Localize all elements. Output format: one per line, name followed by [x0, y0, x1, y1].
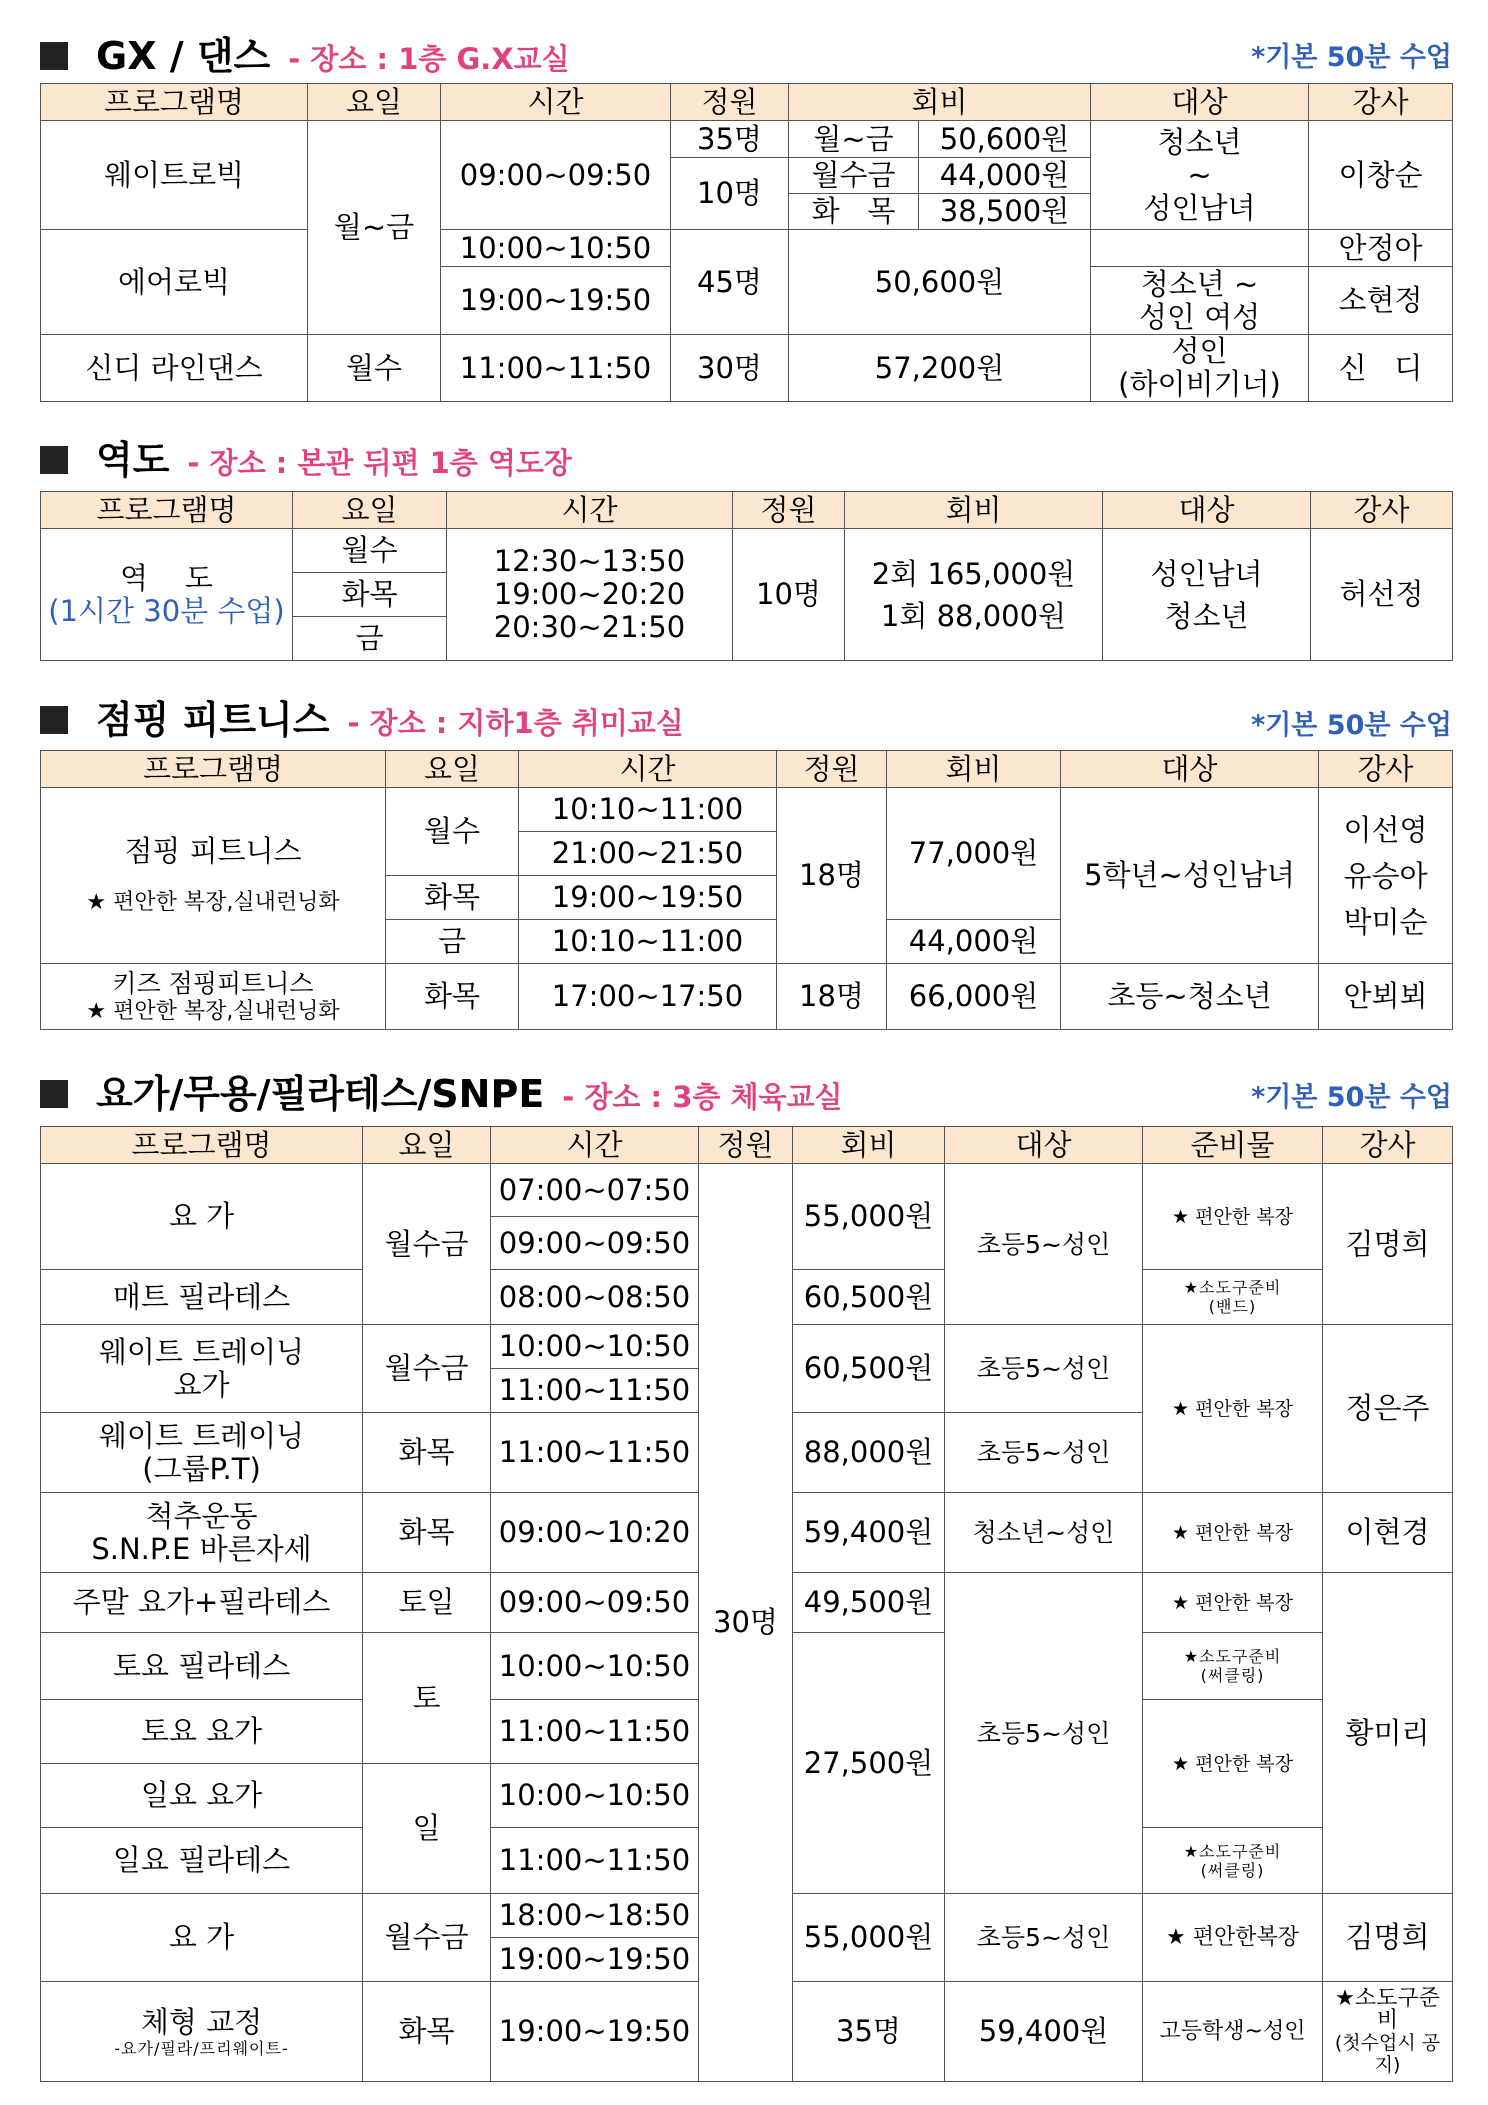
header-time: 시간	[491, 1127, 699, 1164]
time-line: 12:30~13:50	[493, 544, 686, 578]
teacher-cell: 이창순	[1309, 121, 1453, 230]
prep-cell	[1143, 1270, 1323, 1325]
fee-cell: 49,500원	[793, 1573, 945, 1633]
target-cell: 5학년~성인남녀	[1061, 788, 1319, 964]
header-teacher: 강사	[1309, 84, 1453, 121]
program-title: 요가	[173, 1367, 230, 1402]
program-memo: ★ 편안한 복장,실내런닝화	[86, 890, 340, 915]
time-cell: 18:00~18:50	[491, 1894, 699, 1938]
header-days: 요일	[308, 84, 441, 121]
time-cell: 11:00~11:50	[491, 1700, 699, 1764]
program-name	[41, 1413, 363, 1493]
teacher-cell: 김명희	[1323, 1164, 1453, 1325]
program-name: 신디 라인댄스	[41, 335, 308, 402]
target-cell: 초등5~성인	[945, 1413, 1143, 1493]
days-cell: 화목	[386, 964, 519, 1030]
prep-cell	[1323, 1982, 1453, 2082]
fee-line: 2회 165,000원	[871, 556, 1076, 591]
time-cell: 11:00~11:50	[491, 1828, 699, 1894]
time-cell: 10:10~11:00	[519, 920, 777, 964]
program-name	[41, 1325, 363, 1413]
time-cell: 21:00~21:50	[519, 832, 777, 876]
teacher-cell: 허선정	[1311, 529, 1453, 661]
target-line: 청소년 ~	[1140, 266, 1259, 301]
capacity-cell: 45명	[671, 230, 789, 335]
program-name	[41, 529, 293, 661]
header-program: 프로그램명	[41, 1127, 363, 1164]
program-title: S.N.P.E 바른자세	[91, 1531, 312, 1566]
prep-cell: ★ 편안한 복장	[1143, 1164, 1323, 1270]
capacity-cell: 35명	[793, 1982, 945, 2082]
days-cell: 화목	[293, 573, 447, 617]
teacher-line: 이선영	[1343, 812, 1428, 847]
days-cell: 월수	[308, 335, 441, 402]
prep-line: ★소도구준비	[1183, 1278, 1282, 1297]
fee-cell: 60,500원	[793, 1270, 945, 1325]
program-name	[41, 1493, 363, 1573]
fee-cell: 66,000원	[887, 964, 1061, 1030]
fee-cell: 27,500원	[793, 1633, 945, 1894]
program-title: 척추운동	[145, 1498, 258, 1533]
header-capacity: 정원	[671, 84, 789, 121]
weightlifting-header-row	[41, 492, 1453, 529]
prep-cell: ★ 편안한 복장	[1143, 1493, 1323, 1573]
target-cell: 초등5~성인	[945, 1325, 1143, 1413]
teacher-cell: 안뵈뵈	[1319, 964, 1453, 1030]
capacity-cell: 18명	[777, 964, 887, 1030]
jumping-table	[40, 750, 1453, 1030]
days-cell: 화목	[363, 1982, 491, 2082]
program-name: 요 가	[41, 1164, 363, 1270]
time-cell: 10:10~11:00	[519, 788, 777, 832]
table-row	[41, 964, 1453, 1030]
fee-days-cell: 월~금	[789, 121, 919, 158]
program-subtitle: (1시간 30분 수업)	[48, 593, 285, 628]
header-teacher: 강사	[1319, 751, 1453, 788]
fee-cell: 55,000원	[793, 1894, 945, 1982]
fee-cell: 44,000원	[919, 158, 1091, 194]
fee-cell: 57,200원	[789, 335, 1091, 402]
program-name: 에어로빅	[41, 230, 308, 335]
table-row	[41, 121, 1453, 158]
target-line: 청소년	[1164, 598, 1249, 633]
teacher-cell: 정은주	[1323, 1325, 1453, 1493]
yoga-section-header	[40, 1070, 1452, 1118]
target-cell-spacer	[1091, 230, 1309, 267]
fee-cell: 44,000원	[887, 920, 1061, 964]
program-subtitle: -요가/필라/프리웨이트-	[114, 2038, 289, 2058]
target-line: 청소년	[1157, 124, 1242, 159]
time-cell: 11:00~11:50	[491, 1413, 699, 1493]
time-cell: 19:00~19:50	[491, 1938, 699, 1982]
time-cell: 10:00~10:50	[491, 1633, 699, 1700]
header-fee: 회비	[845, 492, 1103, 529]
header-target: 대상	[1091, 84, 1309, 121]
time-line: 19:00~20:20	[493, 577, 686, 611]
days-cell: 화목	[386, 876, 519, 920]
header-capacity: 정원	[733, 492, 845, 529]
jumping-section-header	[40, 696, 1452, 744]
days-cell: 월수	[293, 529, 447, 573]
target-line: 성인 여성	[1138, 299, 1261, 334]
time-cell: 09:00~09:50	[491, 1217, 699, 1270]
prep-line: (써클링)	[1200, 1860, 1265, 1880]
target-cell: 초등5~성인	[945, 1894, 1143, 1982]
time-cell: 11:00~11:50	[441, 335, 671, 402]
target-cell: 초등5~성인	[945, 1573, 1143, 1894]
prep-line: (밴드)	[1208, 1297, 1257, 1316]
header-fee: 회비	[789, 84, 1091, 121]
yoga-header-row	[41, 1127, 1453, 1164]
teacher-cell: 신 디	[1309, 335, 1453, 402]
header-capacity: 정원	[777, 751, 887, 788]
program-name: 요 가	[41, 1894, 363, 1982]
section-title	[96, 696, 684, 747]
program-title: (그룹P.T)	[142, 1451, 261, 1486]
days-cell: 월수금	[363, 1325, 491, 1413]
fee-cell: 77,000원	[887, 788, 1061, 920]
gx-title: GX / 댄스	[96, 34, 271, 78]
teacher-cell: 김명희	[1323, 1894, 1453, 1982]
teacher-line: 유승아	[1343, 858, 1428, 893]
time-cell: 09:00~09:50	[441, 121, 671, 230]
days-cell: 금	[293, 617, 447, 661]
header-days: 요일	[293, 492, 447, 529]
target-cell: 청소년~성인	[945, 1493, 1143, 1573]
program-name: 일요 필라테스	[41, 1828, 363, 1894]
fee-line: 1회 88,000원	[880, 598, 1067, 633]
time-cell: 10:00~10:50	[491, 1764, 699, 1828]
capacity-cell: 10명	[733, 529, 845, 661]
fee-cell: 59,400원	[945, 1982, 1143, 2082]
weightlifting-section-header	[40, 436, 1452, 484]
teacher-cell: 황미리	[1323, 1573, 1453, 1894]
days-cell: 월~금	[308, 121, 441, 335]
target-line: 성인남녀	[1143, 190, 1256, 225]
header-target: 대상	[945, 1127, 1143, 1164]
gx-section-header	[40, 32, 1452, 80]
program-name	[41, 788, 386, 964]
section-bullet-icon	[40, 706, 68, 734]
prep-cell: ★ 편안한복장	[1143, 1894, 1323, 1982]
program-title: 키즈 점핑피트니스	[112, 968, 314, 998]
header-days: 요일	[363, 1127, 491, 1164]
weightlifting-title: 역도	[96, 438, 170, 482]
teacher-cell: 소현정	[1309, 267, 1453, 335]
header-teacher: 강사	[1323, 1127, 1453, 1164]
jumping-title: 점핑 피트니스	[96, 698, 330, 742]
section-bullet-icon	[40, 1080, 68, 1108]
time-cell: 09:00~10:20	[491, 1493, 699, 1573]
section-title	[96, 32, 570, 83]
program-name: 토요 필라테스	[41, 1633, 363, 1700]
gx-note: *기본 50분 수업	[1251, 42, 1452, 73]
days-cell: 금	[386, 920, 519, 964]
prep-cell: ★ 편안한 복장	[1143, 1325, 1323, 1493]
header-fee: 회비	[793, 1127, 945, 1164]
section-title	[96, 1070, 843, 1121]
header-time: 시간	[519, 751, 777, 788]
table-row	[41, 1164, 1453, 1217]
program-name: 토요 요가	[41, 1700, 363, 1764]
days-cell: 화목	[363, 1493, 491, 1573]
target-cell: 초등~청소년	[1061, 964, 1319, 1030]
time-cell: 08:00~08:50	[491, 1270, 699, 1325]
target-line: (하이비기너)	[1118, 367, 1281, 401]
gx-table	[40, 83, 1453, 402]
capacity-cell: 30명	[671, 335, 789, 402]
days-cell: 일	[363, 1764, 491, 1894]
time-cell: 10:00~10:50	[491, 1325, 699, 1369]
time-cell: 17:00~17:50	[519, 964, 777, 1030]
jumping-note: *기본 50분 수업	[1251, 710, 1452, 741]
yoga-table	[40, 1126, 1453, 2082]
target-line: 성인	[1171, 334, 1228, 368]
target-line: ~	[1187, 157, 1212, 192]
target-cell	[1091, 335, 1309, 402]
capacity-cell: 30명	[699, 1164, 793, 2082]
target-cell	[1091, 121, 1309, 230]
prep-line: ★소도구준비	[1183, 1647, 1282, 1666]
fee-cell: 88,000원	[793, 1413, 945, 1493]
fee-cell: 38,500원	[919, 194, 1091, 230]
fee-days-cell: 월수금	[789, 158, 919, 194]
header-time: 시간	[447, 492, 733, 529]
gx-place: - 장소 : 1층 G.X교실	[288, 42, 570, 76]
section-bullet-icon	[40, 446, 68, 474]
program-name	[41, 1982, 363, 2082]
program-memo: ★ 편안한 복장,실내런닝화	[86, 998, 340, 1024]
prep-line: ★소도구준비	[1183, 1841, 1282, 1861]
program-title: 점핑 피트니스	[124, 834, 302, 868]
table-row	[41, 230, 1453, 267]
prep-line: (첫수업시 공지)	[1334, 2031, 1441, 2076]
target-cell	[1091, 267, 1309, 335]
jumping-header-row	[41, 751, 1453, 788]
program-title: 역 도	[120, 560, 213, 595]
header-program: 프로그램명	[41, 751, 386, 788]
teacher-cell	[1319, 788, 1453, 964]
target-cell: 고등학생~성인	[1143, 1982, 1323, 2082]
time-cell	[447, 529, 733, 661]
time-line: 20:30~21:50	[493, 610, 686, 644]
yoga-place: - 장소 : 3층 체육교실	[562, 1080, 843, 1114]
time-cell: 10:00~10:50	[441, 230, 671, 267]
program-name: 웨이트로빅	[41, 121, 308, 230]
table-row	[41, 788, 1453, 832]
yoga-title: 요가/무용/필라테스/SNPE	[96, 1072, 545, 1116]
header-capacity: 정원	[699, 1127, 793, 1164]
header-target: 대상	[1103, 492, 1311, 529]
fee-cell	[845, 529, 1103, 661]
capacity-cell: 10명	[671, 158, 789, 230]
teacher-line: 박미순	[1343, 904, 1428, 939]
prep-cell	[1143, 1828, 1323, 1894]
fee-cell: 60,500원	[793, 1325, 945, 1413]
fee-cell: 50,600원	[919, 121, 1091, 158]
days-cell: 토일	[363, 1573, 491, 1633]
table-row	[41, 529, 1453, 573]
time-cell: 09:00~09:50	[491, 1573, 699, 1633]
days-cell: 월수	[386, 788, 519, 876]
fee-cell: 55,000원	[793, 1164, 945, 1270]
section-bullet-icon	[40, 42, 68, 70]
time-cell: 11:00~11:50	[491, 1369, 699, 1413]
section-title	[96, 436, 572, 487]
days-cell: 화목	[363, 1413, 491, 1493]
header-program: 프로그램명	[41, 84, 308, 121]
header-time: 시간	[441, 84, 671, 121]
header-days: 요일	[386, 751, 519, 788]
program-title: 웨이트 트레이닝	[98, 1418, 305, 1453]
time-cell: 19:00~19:50	[491, 1982, 699, 2082]
teacher-cell: 안정아	[1309, 230, 1453, 267]
time-cell: 19:00~19:50	[519, 876, 777, 920]
header-target: 대상	[1061, 751, 1319, 788]
program-name: 매트 필라테스	[41, 1270, 363, 1325]
header-teacher: 강사	[1311, 492, 1453, 529]
weightlifting-place: - 장소 : 본관 뒤편 1층 역도장	[187, 446, 572, 480]
table-row	[41, 335, 1453, 402]
time-cell: 07:00~07:50	[491, 1164, 699, 1217]
teacher-cell: 이현경	[1323, 1493, 1453, 1573]
program-title: 체형 교정	[140, 2004, 263, 2039]
target-cell: 초등5~성인	[945, 1164, 1143, 1325]
prep-line: ★소도구준비	[1335, 1985, 1440, 2033]
program-name: 일요 요가	[41, 1764, 363, 1828]
program-name: 주말 요가+필라테스	[41, 1573, 363, 1633]
days-cell: 월수금	[363, 1894, 491, 1982]
prep-line: (써클링)	[1200, 1666, 1265, 1685]
program-name	[41, 964, 386, 1030]
header-prep: 준비물	[1143, 1127, 1323, 1164]
capacity-cell: 35명	[671, 121, 789, 158]
jumping-place: - 장소 : 지하1층 취미교실	[347, 706, 684, 740]
target-cell	[1103, 529, 1311, 661]
capacity-cell: 18명	[777, 788, 887, 964]
header-fee: 회비	[887, 751, 1061, 788]
prep-cell	[1143, 1633, 1323, 1700]
weightlifting-table	[40, 491, 1453, 661]
fee-cell: 59,400원	[793, 1493, 945, 1573]
time-cell: 19:00~19:50	[441, 267, 671, 335]
yoga-note: *기본 50분 수업	[1251, 1082, 1452, 1113]
days-cell: 월수금	[363, 1164, 491, 1325]
target-line: 성인남녀	[1150, 556, 1263, 591]
fee-days-cell: 화 목	[789, 194, 919, 230]
header-program: 프로그램명	[41, 492, 293, 529]
prep-cell: ★ 편안한 복장	[1143, 1573, 1323, 1633]
days-cell: 토	[363, 1633, 491, 1764]
fee-cell: 50,600원	[789, 230, 1091, 335]
prep-cell: ★ 편안한 복장	[1143, 1700, 1323, 1828]
gx-header-row	[41, 84, 1453, 121]
program-title: 웨이트 트레이닝	[98, 1334, 305, 1369]
